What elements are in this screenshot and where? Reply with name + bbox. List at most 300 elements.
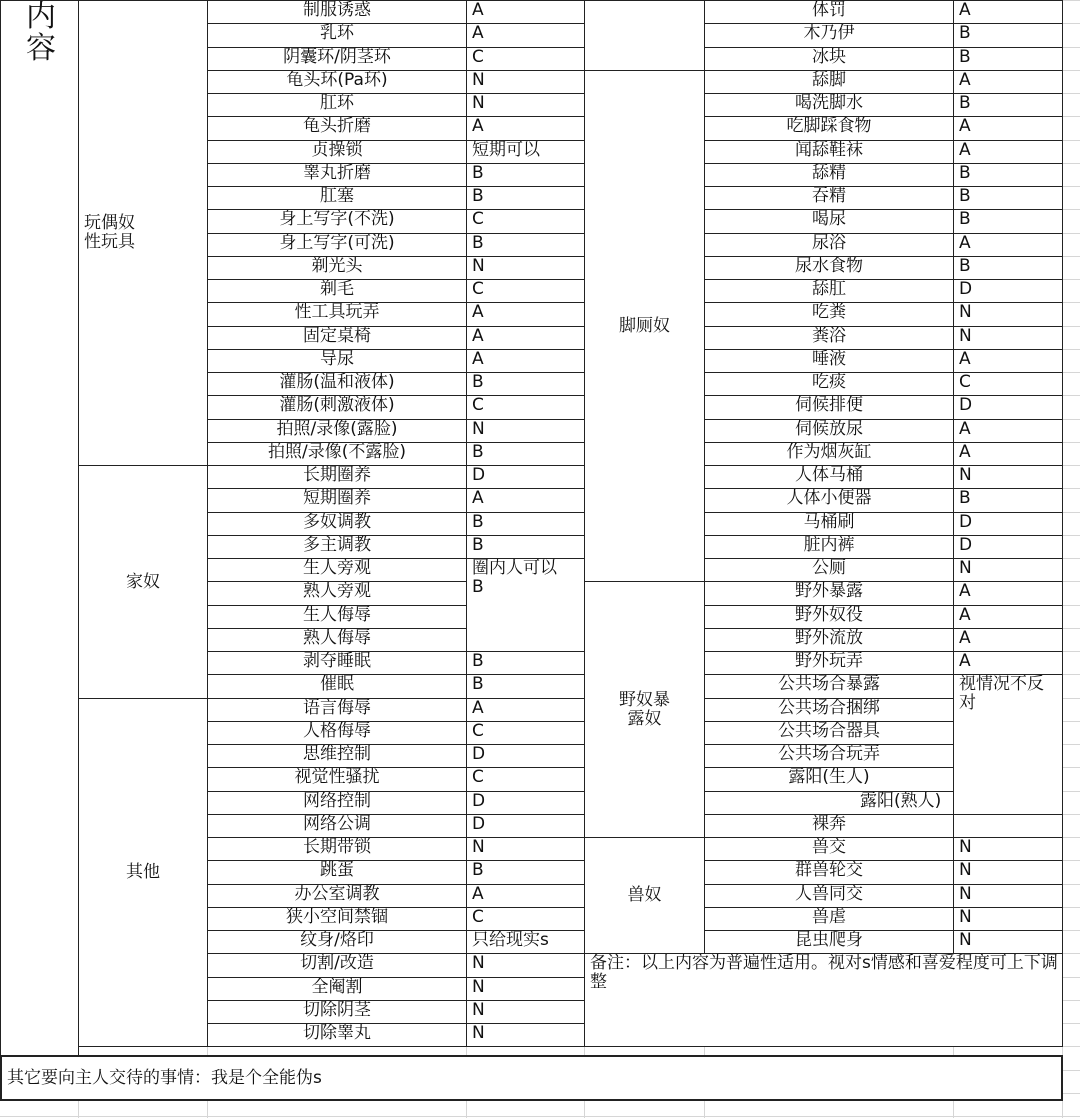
- left-item-17-text: 灌肠(刺激液体): [279, 395, 395, 415]
- left-item-32[interactable]: [207, 744, 467, 768]
- right-grade-26-text: A: [959, 605, 971, 625]
- right-item-3[interactable]: [704, 70, 954, 94]
- right-item-31[interactable]: [704, 721, 954, 745]
- left-item-42-text: 全阉割: [311, 977, 363, 997]
- right-item-33[interactable]: [704, 767, 954, 792]
- left-grade-40[interactable]: [466, 930, 585, 954]
- right-item-37[interactable]: [704, 860, 954, 885]
- right-grade-16[interactable]: [953, 372, 1063, 396]
- left-group-2-text: 其他: [126, 862, 160, 882]
- left-grade-38-text: A: [472, 884, 484, 904]
- left-grade-41[interactable]: [466, 953, 585, 978]
- left-grade-14-text: A: [472, 326, 484, 346]
- right-grade-26[interactable]: [953, 605, 1063, 629]
- right-grade-9-text: B: [959, 209, 971, 229]
- right-grade-36[interactable]: [953, 837, 1063, 861]
- right-item-15[interactable]: [704, 349, 954, 373]
- left-grade-17[interactable]: [466, 395, 585, 420]
- left-grade-16-text: B: [472, 372, 484, 392]
- left-grade-2-text: C: [472, 47, 484, 67]
- right-item-8-text: 吞精: [812, 186, 846, 206]
- right-item-21[interactable]: [704, 488, 954, 513]
- left-item-11[interactable]: [207, 256, 467, 280]
- left-item-33-text: 视觉性骚扰: [294, 767, 380, 787]
- right-grade-2[interactable]: [953, 47, 1063, 71]
- right-grade-empty[interactable]: [953, 814, 1063, 838]
- right-item-30[interactable]: [704, 698, 954, 722]
- left-item-25-text: 熟人旁观: [303, 581, 371, 601]
- right-group-0[interactable]: [584, 0, 705, 71]
- right-grade-12[interactable]: [953, 279, 1063, 303]
- left-grade-42-text: N: [472, 977, 485, 997]
- right-grade-38[interactable]: [953, 884, 1063, 908]
- left-item-4-text: 肛环: [320, 93, 354, 113]
- right-group-1[interactable]: [584, 70, 705, 582]
- right-item-23-text: 脏内裤: [803, 535, 855, 555]
- right-group-3[interactable]: [584, 837, 705, 954]
- right-grade-5-text: A: [959, 116, 971, 136]
- right-grade-37-text: N: [959, 860, 972, 880]
- left-grade-19-text: B: [472, 442, 484, 462]
- footer-cell[interactable]: [0, 1055, 1063, 1101]
- left-grade-19[interactable]: [466, 442, 585, 466]
- right-item-7[interactable]: [704, 163, 954, 187]
- left-item-27[interactable]: [207, 628, 467, 652]
- right-grade-17[interactable]: [953, 395, 1063, 420]
- right-item-10[interactable]: [704, 233, 954, 257]
- left-grade-28-text: B: [472, 651, 484, 671]
- left-item-26-text: 生人侮辱: [303, 605, 371, 625]
- left-grade-4[interactable]: [466, 93, 585, 117]
- right-item-13[interactable]: [704, 302, 954, 327]
- left-item-13-text: 性工具玩弄: [294, 302, 380, 322]
- left-grade-15[interactable]: [466, 349, 585, 373]
- right-grade-9[interactable]: [953, 209, 1063, 234]
- left-grade-14[interactable]: [466, 326, 585, 350]
- right-grade-13[interactable]: [953, 302, 1063, 327]
- right-grade-23[interactable]: [953, 535, 1063, 559]
- left-grade-6[interactable]: [466, 140, 585, 164]
- left-grade-5[interactable]: [466, 116, 585, 141]
- left-grade-15-text: A: [472, 349, 484, 369]
- left-grade-1[interactable]: [466, 23, 585, 48]
- left-item-1-text: 乳环: [320, 23, 354, 43]
- right-grade-40[interactable]: [953, 930, 1063, 954]
- left-item-40-text: 纹身/烙印: [300, 930, 374, 950]
- right-item-11[interactable]: [704, 256, 954, 280]
- right-item-18-text: 伺候放尿: [795, 419, 863, 439]
- right-grade-11[interactable]: [953, 256, 1063, 280]
- left-grade-10[interactable]: [466, 233, 585, 257]
- right-item-17[interactable]: [704, 395, 954, 420]
- left-item-8[interactable]: [207, 186, 467, 210]
- right-item-25[interactable]: [704, 581, 954, 606]
- left-grade-3[interactable]: [466, 70, 585, 94]
- left-item-37[interactable]: [207, 860, 467, 885]
- left-grade-43-text: N: [472, 1000, 485, 1020]
- left-grade-20-text: D: [472, 465, 486, 485]
- left-item-36[interactable]: [207, 837, 467, 861]
- right-grade-17-text: D: [959, 395, 973, 415]
- right-item-29-text: 公共场合暴露: [778, 674, 880, 694]
- note-cell-text: 备注：以上内容为普遍性适用。视对s情感和喜爱程度可上下调整: [590, 953, 1058, 992]
- right-item-32-text: 公共场合玩弄: [778, 744, 880, 764]
- left-grade-11[interactable]: [466, 256, 585, 280]
- left-grade-23[interactable]: [466, 535, 585, 559]
- left-item-5-text: 龟头折磨: [303, 116, 371, 136]
- right-item-20[interactable]: [704, 465, 954, 489]
- left-grade-34[interactable]: [466, 791, 585, 815]
- left-item-38[interactable]: [207, 884, 467, 908]
- left-item-12[interactable]: [207, 279, 467, 303]
- left-grade-12-text: C: [472, 279, 484, 299]
- left-grade-18-text: N: [472, 419, 485, 439]
- left-grade-9-text: C: [472, 209, 484, 229]
- right-item-36[interactable]: [704, 837, 954, 861]
- right-item-0[interactable]: [704, 0, 954, 24]
- right-item-16-text: 吃痰: [812, 372, 846, 392]
- right-item-4-text: 喝洗脚水: [795, 93, 863, 113]
- left-item-20[interactable]: [207, 465, 467, 489]
- left-item-41[interactable]: [207, 953, 467, 978]
- right-grade-27[interactable]: [953, 628, 1063, 652]
- right-grade-7-text: B: [959, 163, 971, 183]
- content-header-cell-text: 内容: [26, 0, 56, 66]
- left-grade-33-text: C: [472, 767, 484, 787]
- left-grade-7-text: B: [472, 163, 484, 183]
- left-item-28-text: 剥夺睡眠: [303, 651, 371, 671]
- right-item-27[interactable]: [704, 628, 954, 652]
- right-grade-5[interactable]: [953, 116, 1063, 141]
- right-grade-39[interactable]: [953, 907, 1063, 931]
- right-grade-14[interactable]: [953, 326, 1063, 350]
- right-grade-20-text: N: [959, 465, 972, 485]
- right-grade-19[interactable]: [953, 442, 1063, 466]
- right-grade-1-text: B: [959, 23, 971, 43]
- left-item-29[interactable]: [207, 674, 467, 699]
- right-item-22-text: 马桶刷: [803, 512, 855, 532]
- left-grade-37-text: B: [472, 860, 484, 880]
- left-item-22[interactable]: [207, 512, 467, 536]
- left-item-20-text: 长期圈养: [303, 465, 371, 485]
- left-item-30[interactable]: [207, 698, 467, 722]
- right-item-15-text: 唾液: [812, 349, 846, 369]
- right-item-5[interactable]: [704, 116, 954, 141]
- right-grade-13-text: N: [959, 302, 972, 322]
- right-grade-39-text: N: [959, 907, 972, 927]
- right-grade-28[interactable]: [953, 651, 1063, 675]
- left-item-2-text: 阴囊环/阴茎环: [283, 47, 391, 67]
- left-item-30-text: 语言侮辱: [303, 698, 371, 718]
- left-item-21[interactable]: [207, 488, 467, 513]
- right-grade-12-text: D: [959, 279, 973, 299]
- right-item-33-text: 露阳(生人): [788, 767, 870, 787]
- left-grade-20[interactable]: [466, 465, 585, 489]
- right-item-6[interactable]: [704, 140, 954, 164]
- left-item-35[interactable]: [207, 814, 467, 838]
- left-item-37-text: 跳蛋: [320, 860, 354, 880]
- left-grade-2[interactable]: [466, 47, 585, 71]
- right-grade-merged-text: 视情况不反 对: [959, 674, 1044, 713]
- left-group-1-text: 家奴: [126, 571, 160, 592]
- left-item-13[interactable]: [207, 302, 467, 327]
- left-item-3[interactable]: [207, 70, 467, 94]
- right-group-2[interactable]: [584, 581, 705, 838]
- left-item-19-text: 拍照/录像(不露脸): [268, 442, 406, 462]
- left-grade-39[interactable]: [466, 907, 585, 931]
- right-item-8[interactable]: [704, 186, 954, 210]
- left-grade-18[interactable]: [466, 419, 585, 443]
- right-item-14[interactable]: [704, 326, 954, 350]
- right-grade-8[interactable]: [953, 186, 1063, 210]
- left-item-5[interactable]: [207, 116, 467, 141]
- right-grade-21[interactable]: [953, 488, 1063, 513]
- left-grade-22[interactable]: [466, 512, 585, 536]
- left-grade-29[interactable]: [466, 674, 585, 699]
- right-item-2-text: 冰块: [812, 47, 846, 67]
- left-item-25[interactable]: [207, 581, 467, 606]
- right-grade-20[interactable]: [953, 465, 1063, 489]
- left-group-0[interactable]: [78, 0, 208, 466]
- left-item-16[interactable]: [207, 372, 467, 396]
- right-grade-24[interactable]: [953, 558, 1063, 582]
- left-grade-38[interactable]: [466, 884, 585, 908]
- right-group-2-text: 野奴暴 露奴: [619, 689, 670, 729]
- right-item-26[interactable]: [704, 605, 954, 629]
- left-grade-36-text: N: [472, 837, 485, 857]
- left-item-24-text: 生人旁观: [303, 558, 371, 578]
- left-item-23[interactable]: [207, 535, 467, 559]
- right-item-13-text: 吃粪: [812, 302, 846, 322]
- right-grade-0[interactable]: [953, 0, 1063, 24]
- left-item-38-text: 办公室调教: [294, 884, 380, 904]
- right-item-40-text: 昆虫爬身: [795, 930, 863, 950]
- left-item-18[interactable]: [207, 419, 467, 443]
- left-grade-44[interactable]: [466, 1023, 585, 1047]
- left-item-17[interactable]: [207, 395, 467, 420]
- right-item-5-text: 吃脚踩食物: [786, 116, 872, 136]
- left-grade-16[interactable]: [466, 372, 585, 396]
- right-grade-22[interactable]: [953, 512, 1063, 536]
- left-grade-36[interactable]: [466, 837, 585, 861]
- left-grade-42[interactable]: [466, 977, 585, 1001]
- right-grade-3[interactable]: [953, 70, 1063, 94]
- left-grade-10-text: B: [472, 233, 484, 253]
- right-grade-1[interactable]: [953, 23, 1063, 48]
- footer-cell-text: 其它要向主人交待的事情：我是个全能伪s: [7, 1067, 322, 1088]
- left-item-4[interactable]: [207, 93, 467, 117]
- left-item-14[interactable]: [207, 326, 467, 350]
- left-grade-31[interactable]: [466, 721, 585, 745]
- left-item-0-text: 制服诱惑: [303, 0, 371, 20]
- left-item-26[interactable]: [207, 605, 467, 629]
- left-grade-13[interactable]: [466, 302, 585, 327]
- left-grade-35[interactable]: [466, 814, 585, 838]
- right-grade-40-text: N: [959, 930, 972, 950]
- left-grade-4-text: N: [472, 93, 485, 113]
- left-grade-31-text: C: [472, 721, 484, 741]
- left-item-7-text: 睾丸折磨: [303, 163, 371, 183]
- left-group-1[interactable]: [78, 465, 208, 699]
- left-group-2[interactable]: [78, 698, 208, 1047]
- right-item-32[interactable]: [704, 744, 954, 768]
- grid-line: [0, 1116, 1080, 1117]
- right-grade-7[interactable]: [953, 163, 1063, 187]
- left-item-41-text: 切割/改造: [300, 953, 374, 973]
- right-grade-merged[interactable]: [953, 674, 1063, 815]
- left-item-34[interactable]: [207, 791, 467, 815]
- left-grade-7[interactable]: [466, 163, 585, 187]
- right-grade-14-text: N: [959, 326, 972, 346]
- right-item-24[interactable]: [704, 558, 954, 582]
- right-grade-6[interactable]: [953, 140, 1063, 164]
- left-item-1[interactable]: [207, 23, 467, 48]
- left-item-36-text: 长期带锁: [303, 837, 371, 857]
- left-item-27-text: 熟人侮辱: [303, 628, 371, 648]
- left-item-21-text: 短期圈养: [303, 488, 371, 508]
- right-item-4[interactable]: [704, 93, 954, 117]
- left-grade-9[interactable]: [466, 209, 585, 234]
- left-grade-0[interactable]: [466, 0, 585, 24]
- right-grade-8-text: B: [959, 186, 971, 206]
- right-item-26-text: 野外奴役: [795, 605, 863, 625]
- left-item-43[interactable]: [207, 1000, 467, 1024]
- left-item-31[interactable]: [207, 721, 467, 745]
- left-item-23-text: 多主调教: [303, 535, 371, 555]
- right-item-35-text: 裸奔: [812, 814, 846, 834]
- left-grade-21-text: A: [472, 488, 484, 508]
- right-grade-4[interactable]: [953, 93, 1063, 117]
- left-item-32-text: 思维控制: [303, 744, 371, 764]
- left-item-7[interactable]: [207, 163, 467, 187]
- left-item-24[interactable]: [207, 558, 467, 582]
- right-grade-28-text: A: [959, 651, 971, 671]
- left-item-28[interactable]: [207, 651, 467, 675]
- left-grade-merged-text: 圈内人可以 B: [472, 558, 557, 597]
- right-item-1-text: 木乃伊: [803, 23, 855, 43]
- right-grade-23-text: D: [959, 535, 973, 555]
- right-item-28[interactable]: [704, 651, 954, 675]
- left-item-39-text: 狭小空间禁锢: [286, 907, 388, 927]
- left-item-0[interactable]: [207, 0, 467, 24]
- left-item-35-text: 网络公调: [303, 814, 371, 834]
- right-item-18[interactable]: [704, 419, 954, 443]
- left-grade-30-text: A: [472, 698, 484, 718]
- right-item-1[interactable]: [704, 23, 954, 48]
- left-grade-37[interactable]: [466, 860, 585, 885]
- left-grade-6-text: 短期可以: [472, 140, 540, 160]
- right-grade-25-text: A: [959, 581, 971, 601]
- right-item-35[interactable]: [704, 814, 954, 838]
- left-item-29-text: 催眠: [320, 674, 354, 694]
- right-item-38[interactable]: [704, 884, 954, 908]
- right-item-9-text: 喝尿: [812, 209, 846, 229]
- right-item-3-text: 舔脚: [812, 70, 846, 90]
- left-grade-43[interactable]: [466, 1000, 585, 1024]
- right-grade-37[interactable]: [953, 860, 1063, 885]
- left-item-42[interactable]: [207, 977, 467, 1001]
- right-grade-0-text: A: [959, 0, 971, 20]
- note-cell[interactable]: [584, 953, 1063, 1047]
- left-grade-28[interactable]: [466, 651, 585, 675]
- right-item-36-text: 兽交: [812, 837, 846, 857]
- left-grade-30[interactable]: [466, 698, 585, 722]
- right-item-6-text: 闻舔鞋袜: [795, 140, 863, 160]
- left-item-6[interactable]: [207, 140, 467, 164]
- right-group-1-text: 脚厕奴: [619, 315, 670, 336]
- left-grade-8[interactable]: [466, 186, 585, 210]
- right-item-34[interactable]: [704, 791, 954, 815]
- right-grade-10[interactable]: [953, 233, 1063, 257]
- left-grade-5-text: A: [472, 116, 484, 136]
- right-grade-15[interactable]: [953, 349, 1063, 373]
- right-item-9[interactable]: [704, 209, 954, 234]
- right-item-19-text: 作为烟灰缸: [786, 442, 872, 462]
- left-grade-32[interactable]: [466, 744, 585, 768]
- left-item-11-text: 剃光头: [311, 256, 363, 276]
- right-item-17-text: 伺候排便: [795, 395, 863, 415]
- left-item-19[interactable]: [207, 442, 467, 466]
- left-item-44[interactable]: [207, 1023, 467, 1047]
- right-item-19[interactable]: [704, 442, 954, 466]
- left-item-15[interactable]: [207, 349, 467, 373]
- right-item-28-text: 野外玩弄: [795, 651, 863, 671]
- right-grade-21-text: B: [959, 488, 971, 508]
- right-item-22[interactable]: [704, 512, 954, 536]
- left-grade-33[interactable]: [466, 767, 585, 792]
- left-grade-11-text: N: [472, 256, 485, 276]
- right-item-14-text: 粪浴: [812, 326, 846, 346]
- right-item-31-text: 公共场合器具: [778, 721, 880, 741]
- left-grade-21[interactable]: [466, 488, 585, 513]
- right-grade-10-text: A: [959, 233, 971, 253]
- left-grade-3-text: N: [472, 70, 485, 90]
- right-grade-27-text: A: [959, 628, 971, 648]
- left-item-9[interactable]: [207, 209, 467, 234]
- left-item-10-text: 身上写字(可洗): [279, 233, 395, 253]
- left-item-8-text: 肛塞: [320, 186, 354, 206]
- right-item-12[interactable]: [704, 279, 954, 303]
- right-item-2[interactable]: [704, 47, 954, 71]
- left-item-9-text: 身上写字(不洗): [279, 209, 395, 229]
- left-item-10[interactable]: [207, 233, 467, 257]
- right-grade-18[interactable]: [953, 419, 1063, 443]
- right-item-29[interactable]: [704, 674, 954, 699]
- right-item-27-text: 野外流放: [795, 628, 863, 648]
- right-item-30-text: 公共场合捆绑: [778, 698, 880, 718]
- right-grade-25[interactable]: [953, 581, 1063, 606]
- left-item-39[interactable]: [207, 907, 467, 931]
- content-header-cell[interactable]: [0, 0, 79, 1056]
- left-grade-merged[interactable]: [466, 558, 585, 652]
- right-item-38-text: 人兽同交: [795, 884, 863, 904]
- left-item-18-text: 拍照/录像(露脸): [276, 419, 398, 439]
- right-item-23[interactable]: [704, 535, 954, 559]
- right-item-16[interactable]: [704, 372, 954, 396]
- right-item-40[interactable]: [704, 930, 954, 954]
- left-item-2[interactable]: [207, 47, 467, 71]
- left-item-31-text: 人格侮辱: [303, 721, 371, 741]
- left-grade-23-text: B: [472, 535, 484, 555]
- right-grade-2-text: B: [959, 47, 971, 67]
- left-item-33[interactable]: [207, 767, 467, 792]
- right-grade-4-text: B: [959, 93, 971, 113]
- right-grade-15-text: A: [959, 349, 971, 369]
- left-grade-12[interactable]: [466, 279, 585, 303]
- right-item-39[interactable]: [704, 907, 954, 931]
- left-item-14-text: 固定桌椅: [303, 326, 371, 346]
- left-item-40[interactable]: [207, 930, 467, 954]
